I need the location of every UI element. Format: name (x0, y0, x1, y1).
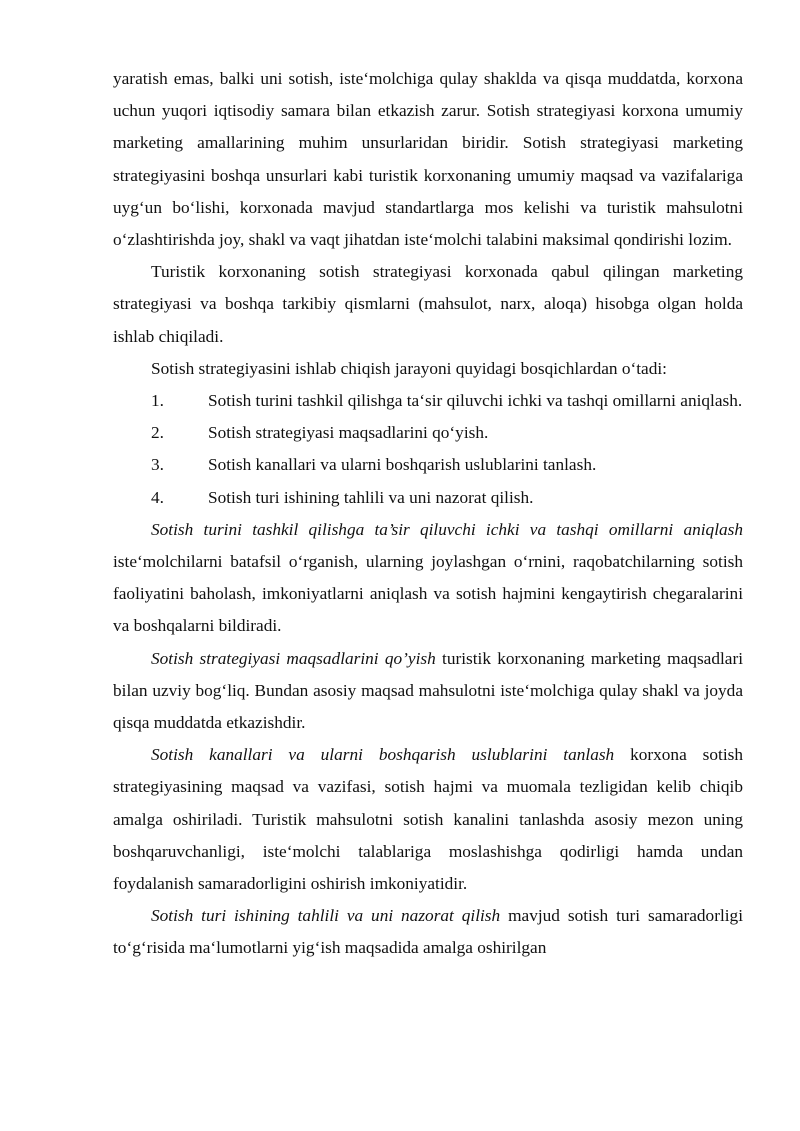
list-item (113, 449, 743, 481)
list-item-text: Sotish turi ishining tahlili va uni nazorat qilish. (208, 487, 534, 507)
list-item-text: Sotish strategiyasi maqsadlarini qo‘yish. (208, 423, 489, 443)
paragraph-body: iste‘molchilarni batafsil o‘rganish, ularning joylashgan o‘rnini, raqobatchilarning sotish faoliyatini baholash, imkoniyatlarni aniqlash va sotish hajmini kengaytirish chegaralarini va boshqalarni bildiradi. (113, 552, 743, 636)
paragraph-body: korxona sotish strategiyasining maqsad va vazifasi, sotish hajmi va muomala tezligidan kelib chiqib amalga oshiriladi. Turistik mahsulotni sotish kanalini tanlashda asosiy mezon uning boshqaruvchanligi, iste‘molchi talablariga moslashishga qodirligi hamda undan foydalanish samaradorligini oshirish imkoniyatidir. (113, 745, 743, 894)
paragraph-strategy-development: Turistik korxonaning sotish strategiyasi korxonada qabul qilingan marketing strategiyasi va boshqa tarkibiy qismlarni (mahsulot, narx, aloqa) hisobga olgan holda ishlab chiqiladi. (113, 262, 743, 346)
paragraph-lead-italic: Sotish turini tashkil qilishga ta’sir qiluvchi ichki va tashqi omillarni aniqlash (151, 519, 743, 539)
stages-list (113, 385, 743, 514)
list-item-number: 2. (151, 423, 164, 443)
list-item-text: Sotish turini tashkil qilishga ta‘sir qiluvchi ichki va tashqi omillarni aniqlash. (208, 391, 743, 411)
list-item (113, 385, 743, 417)
paragraph-continuation: yaratish emas, balki uni sotish, iste‘molchiga qulay shaklda va qisqa muddatda, korxona uchun yuqori iqtisodiy samara bilan etkazish zarur. Sotish strategiyasi korxona umumiy marketing amallarining muhim unsurlaridan biridir. Sotish strategiyasi marketing strategiyasini boshqa unsurlari kabi turistik korxonaning umumiy maqsad va vazifalariga uyg‘un bo‘lishi, korxonada mavjud standartlarga mos kelishi va turistik mahsulotni o‘zlashtirishda joy, shakl va vaqt jihatdan iste‘molchi talabini maksimal qondirishi lozim. (113, 69, 743, 250)
list-item-text: Sotish kanallari va ularni boshqarish uslublarini tanlash. (208, 455, 597, 475)
paragraph-goals (113, 643, 743, 740)
paragraph-factors (113, 514, 743, 643)
list-item-number: 1. (151, 391, 164, 411)
document-page (113, 63, 743, 965)
list-item-number: 3. (151, 455, 164, 475)
list-item (113, 417, 743, 449)
paragraph-body: mavjud sotish turi samaradorligi to‘g‘risida ma‘lumotlarni yig‘ish maqsadida amalga oshirilgan (113, 906, 744, 958)
paragraph-lead-italic: Sotish turi ishining tahlili va uni nazorat qilish (151, 906, 501, 926)
list-item (113, 482, 743, 514)
paragraph-analysis (113, 900, 743, 964)
paragraph-channels (113, 739, 743, 900)
paragraph-stages-intro: Sotish strategiyasini ishlab chiqish jarayoni quyidagi bosqichlardan o‘tadi: (151, 358, 667, 378)
paragraph-lead-italic: Sotish strategiyasi maqsadlarini qo’yish (151, 648, 436, 668)
paragraph-lead-italic: Sotish kanallari va ularni boshqarish uslublarini tanlash (151, 745, 615, 765)
list-item-number: 4. (151, 487, 164, 507)
paragraph-body: turistik korxonaning marketing maqsadlari bilan uzviy bog‘liq. Bundan asosiy maqsad mahsulotni iste‘molchiga qulay shakl va joyda qisqa muddatda etkazishdir. (113, 648, 744, 733)
